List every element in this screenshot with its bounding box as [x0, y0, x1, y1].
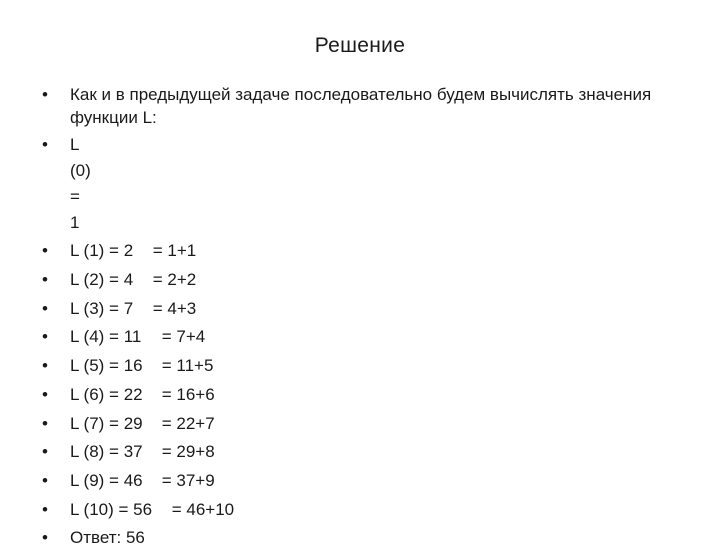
bullet-row: [42, 238, 682, 264]
row-right: = 7+4: [161, 327, 206, 347]
slide-title: Решение: [314, 34, 406, 57]
row-left: L (6) = 22: [70, 384, 143, 404]
row-right: = 1+1: [152, 241, 197, 261]
bullet-row: [42, 382, 682, 408]
row-right: = 2+2: [152, 270, 197, 290]
bullet-dot: •: [42, 499, 48, 519]
bullet-dot: •: [42, 384, 48, 404]
row-left: L (1) = 2: [70, 241, 134, 261]
row-left: L (7) = 29: [70, 413, 143, 433]
bullet-dot: •: [42, 470, 48, 490]
bullet-dot: •: [42, 298, 48, 318]
row-right: = 4+3: [152, 298, 197, 318]
bullet-dot: •: [42, 356, 48, 376]
row-right: = 22+7: [161, 413, 215, 433]
bullet-intro: [42, 82, 682, 129]
bullet-answer: [42, 525, 682, 551]
row-right: = 46+10: [171, 499, 235, 519]
bullet-row: [42, 353, 682, 379]
intro-text: Как и в предыдущей задаче последовательно будем вычислять значения функции L:: [70, 85, 652, 127]
answer-text: Ответ: 56: [70, 528, 145, 548]
bullet-row: [42, 411, 682, 437]
row-right: = 29+8: [161, 442, 215, 462]
bullet-dot: •: [42, 241, 48, 261]
bullet-dot: •: [42, 442, 48, 462]
row-left: L (2) = 4: [70, 270, 134, 290]
bullet-dot: •: [42, 134, 48, 154]
row-left: L (3) = 7: [70, 298, 134, 318]
row-left: L (9) = 46: [70, 470, 143, 490]
bullet-dot: •: [42, 413, 48, 433]
bullet-dot: •: [42, 528, 48, 548]
bullet-row: [42, 497, 682, 523]
bullet-dot: •: [42, 327, 48, 347]
bullet-row: [42, 324, 682, 350]
bullet-dot: •: [42, 270, 48, 290]
bullet-list: [42, 82, 682, 554]
bullet-row: [42, 296, 682, 322]
row-right: = 37+9: [161, 470, 215, 490]
bullet-row: • L (0) = 1: [42, 132, 682, 236]
row-left: L (4) = 11: [70, 327, 142, 347]
row-right: = 11+5: [161, 356, 214, 376]
row-left: L (5) = 16: [70, 356, 143, 376]
bullet-row: [42, 267, 682, 293]
row-right: = 16+6: [161, 384, 215, 404]
row-left: L (10) = 56: [70, 499, 153, 519]
bullet-row: [42, 439, 682, 465]
bullet-row: [42, 468, 682, 494]
row-left: L (8) = 37: [70, 442, 143, 462]
bullet-dot: •: [42, 85, 48, 104]
